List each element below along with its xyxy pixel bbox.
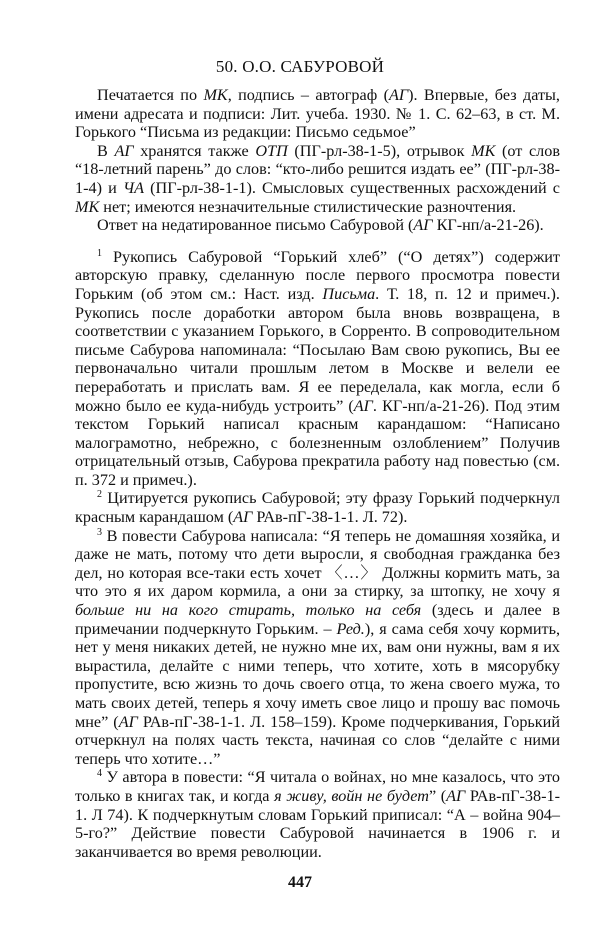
- footnote-number: 3: [97, 526, 102, 538]
- text-run: В повести Сабурова написала: “Я теперь не домашняя хозяйка, и даже не мать, потому что дети выросли, я свободная гражданка без дел, но которая все-таки есть хочет 〈…〉 Должны кормить мать, за что это я их даром кормила, а они за стирку, за штопку, не хочу я: [75, 526, 560, 601]
- italic-text: МК: [75, 197, 100, 216]
- text-run: РАв-пГ-38-1-1. Л 74). К подчеркнутым словам Горький приписал: “А – война 904–5-го?” Действие повести Сабуровой начинается в 1906 г. и заканчивается во время революции.: [75, 786, 560, 861]
- footnotes-block: [75, 248, 560, 862]
- text-run: (от слов “18-летний парень” до слов: “кто-либо решится издать ее” (ПГ-рл-38-1-4) и: [75, 141, 560, 197]
- italic-text: МК: [203, 86, 228, 104]
- commentary-block: [75, 86, 560, 235]
- footnote: [75, 768, 560, 861]
- italic-text: Письма: [322, 284, 376, 303]
- text-run: нет; имеются незначительные стилистические разночтения.: [99, 197, 517, 216]
- italic-text: АГ: [353, 396, 373, 415]
- footnote: [75, 489, 560, 526]
- text-run: (ПГ-рл-38-1-1). Смысловых существенных расхождений с: [143, 178, 560, 197]
- commentary-paragraph: [75, 86, 560, 142]
- italic-text: ЧА: [122, 178, 144, 197]
- footnote-number: 2: [97, 489, 102, 501]
- italic-text: я живу, войн не будет: [274, 786, 429, 805]
- footnote: [75, 527, 560, 769]
- text-run: В: [97, 141, 115, 160]
- text-run: КГ-нп/а-21-26).: [432, 216, 544, 235]
- italic-text: Ред.: [336, 619, 365, 638]
- footnote-number: 1: [97, 247, 102, 259]
- text-run: . КГ-нп/а-21-26). Под этим текстом Горький написал красным карандашом: “Написано малограмотно, небрежно, с болезненным озлоблением” Получив отрицательный отзыв, Сабурова прекратила работу над повестью (см. п. 372 и примеч.).: [75, 396, 560, 489]
- italic-text: АГ: [118, 712, 138, 731]
- footnote-number: 4: [97, 768, 102, 780]
- text-run: (здесь и далее в примечании подчеркнуто Горьким. –: [75, 601, 560, 638]
- text-run: ). Впервые, без даты, имени адресата и подписи: Лит. учеба. 1930. № 1. С. 62–63, в ст. М. Горького “Письма из редакции: Письмо седьмое”: [75, 86, 560, 142]
- text-run: У автора в повести: “Я читала о войнах, но мне казалось, что это только в книгах так, и когда: [75, 768, 560, 805]
- text-run: . Т. 18, п. 12 и примеч.). Рукопись после доработки автором была вновь возвращена, в соответствии с указанием Горького, в Сорренто. В сопроводительном письме Сабурова напоминала: “Посылаю Вам свою рукопись, Вы ее первоначально читали прошлым летом в Москве и велели ее переработать и прислать вам. Я ее переделала, как могла, если б можно было ее куда-нибудь устроить” (: [75, 284, 560, 415]
- italic-text: ОТП: [255, 141, 288, 160]
- commentary-paragraph: [75, 142, 560, 216]
- text-run: РАв-пГ-38-1-1. Л. 158–159). Кроме подчеркивания, Горький отчеркнул на полях часть текста, начиная со слов “делайте с ними теперь что хотите…”: [75, 712, 560, 768]
- text-run: Цитируется рукопись Сабуровой; эту фразу Горький подчеркнул красным карандашом (: [75, 489, 560, 527]
- text-run: Ответ на недатированное письмо Сабуровой (: [97, 216, 414, 235]
- italic-text: АГ: [413, 216, 433, 235]
- text-run: Печатается по: [97, 86, 204, 104]
- text-run: (ПГ-рл-38-1-5), отрывок: [287, 141, 472, 160]
- italic-text: АГ: [446, 786, 466, 805]
- page-body: [75, 86, 560, 861]
- footnote: [75, 248, 560, 490]
- italic-text: АГ: [114, 141, 134, 160]
- text-run: ), я сама себя хочу кормить, нет у меня никаких детей, не нужно мне их, вам они нужны, вам я их вырастила, делайте с ними теперь, что хотите, хоть в мясорубку пропустите, всю жизнь то дочь своего отца, то жена своего мужа, то мать своих детей, теперь я хочу иметь свое лицо и прошу вас помочь мне” (: [75, 619, 560, 731]
- commentary-paragraph: [75, 216, 560, 235]
- italic-text: АГ: [233, 508, 253, 527]
- page-number: 447: [288, 874, 312, 892]
- italic-text: МК: [471, 141, 496, 160]
- italic-text: больше ни на кого стирать, только на себя: [75, 601, 422, 620]
- section-gap: [75, 235, 560, 248]
- text-run: хранятся также: [133, 141, 256, 160]
- text-run: Рукопись Сабуровой “Горький хлеб” (“О детях”) содержит авторскую правку, сделанную после первого просмотра повести Горьким (об этом см.: Наст. изд.: [75, 247, 560, 303]
- text-run: ” (: [428, 786, 447, 805]
- text-run: РАв-пГ-38-1-1. Л. 72).: [252, 508, 408, 527]
- italic-text: АГ: [388, 86, 409, 104]
- section-heading: 50. О.О. САБУРОВОЙ: [215, 57, 385, 76]
- text-run: , подпись – автограф (: [227, 86, 389, 104]
